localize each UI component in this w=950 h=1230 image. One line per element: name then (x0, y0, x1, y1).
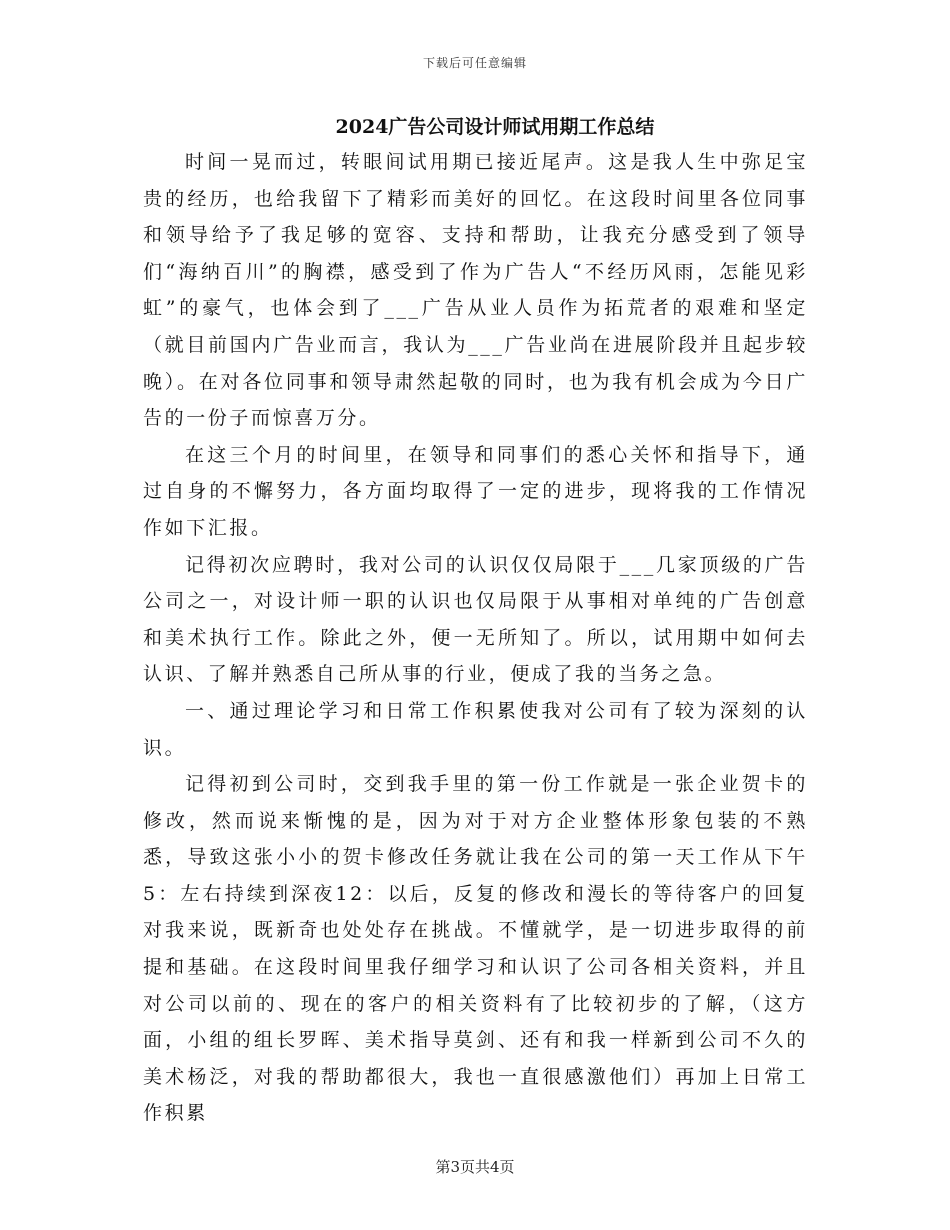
paragraph-2: 在这三个月的时间里，在领导和同事们的悉心关怀和指导下，通过自身的不懈努力，各方面均取得了一定的进步，现将我的工作情况作如下汇报。 (143, 443, 808, 539)
section-heading-1: 一、通过理论学习和日常工作积累使我对公司有了较为深刻的认识。 (143, 699, 808, 759)
paragraph-4: 记得初到公司时，交到我手里的第一份工作就是一张企业贺卡的修改，然而说来惭愧的是，因为对于对方企业整体形象包装的不熟悉，导致这张小小的贺卡修改任务就让我在公司的第一天工作从下午5：左右持续到深夜12：以后，反复的修改和漫长的等待客户的回复对我来说，既新奇也处处存在挑战。不懂就学，是一切进步取得的前提和基础。在这段时间里我仔细学习和认识了公司各相关资料，并且对公司以前的、现在的客户的相关资料有了比较初步的了解，（这方面，小组的组长罗晖、美术指导莫剑、还有和我一样新到公司不久的美术杨泛，对我的帮助都很大，我也一直很感激他们）再加上日常工作积累 (143, 773, 808, 1125)
document-title: 2024广告公司设计师试用期工作总结 (335, 116, 655, 138)
paragraph-3: 记得初次应聘时，我对公司的认识仅仅局限于___几家顶级的广告公司之一，对设计师一职的认识也仅局限于从事相对单纯的广告创意和美术执行工作。除此之外，便一无所知了。所以，试用期中如何去认识、了解并熟悉自己所从事的行业，便成了我的当务之急。 (143, 553, 808, 686)
paragraph-1: 时间一晃而过，转眼间试用期已接近尾声。这是我人生中弥足宝贵的经历，也给我留下了精彩而美好的回忆。在这段时间里各位同事和领导给予了我足够的宽容、支持和帮助，让我充分感受到了领导们“海纳百川”的胸襟，感受到了作为广告人“不经历风雨，怎能见彩虹”的豪气，也体会到了___广告从业人员作为拓荒者的艰难和坚定（就目前国内广告业而言，我认为___广告业尚在进展阶段并且起步较晚）。在对各位同事和领导肃然起敬的同时，也为我有机会成为今日广告的一份子而惊喜万分。 (143, 151, 808, 430)
page-number: 第3页共4页 (435, 1158, 515, 1176)
document-body (143, 144, 808, 1132)
page-header-note: 下载后可任意编辑 (422, 56, 527, 70)
